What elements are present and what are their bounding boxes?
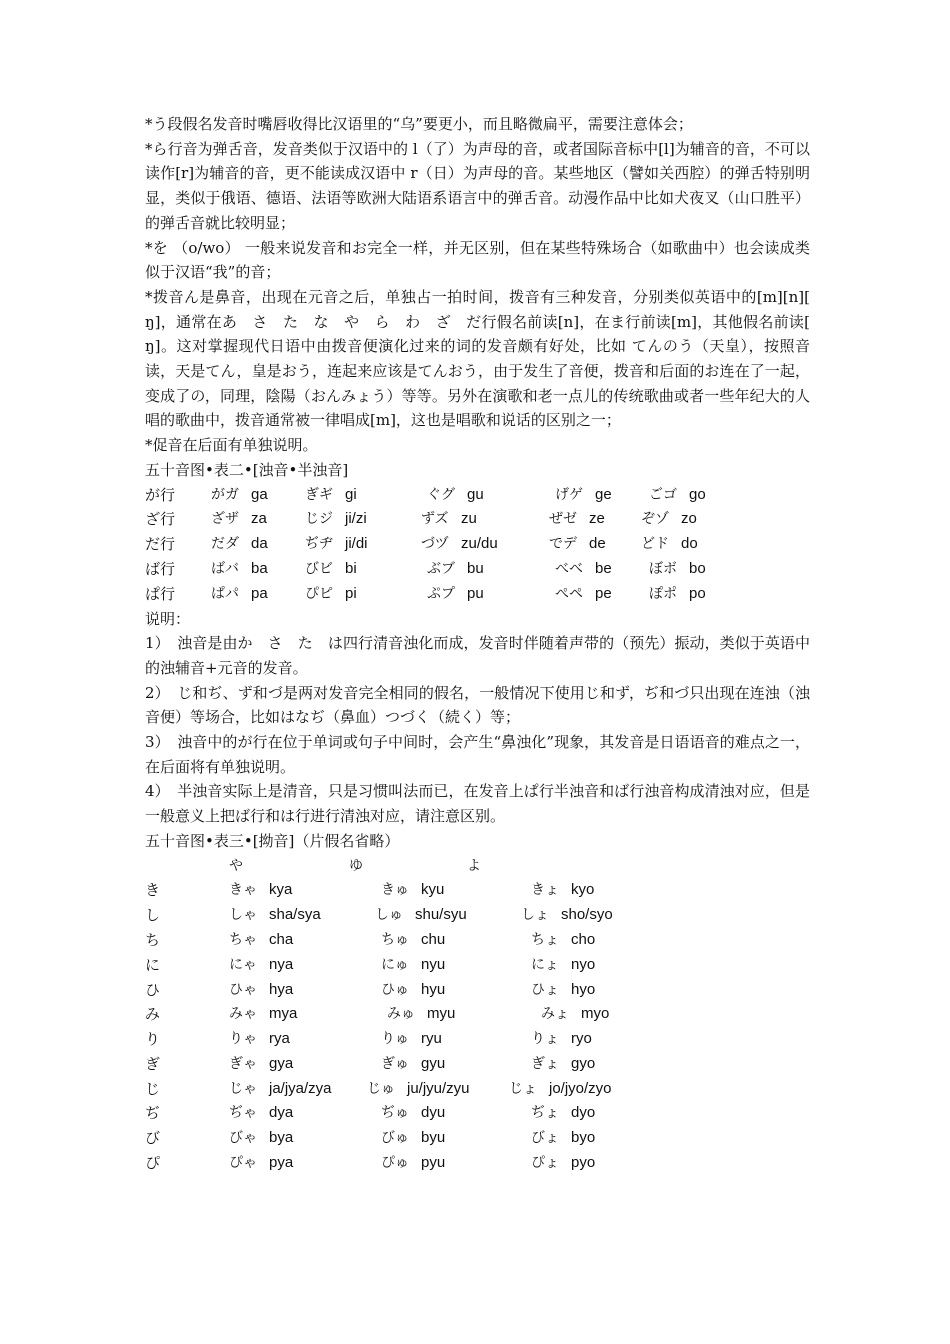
romaji-cell: nyu [421, 955, 446, 973]
note-hatsuon: *拨音ん是鼻音，出现在元音之后，单独占一拍时间，拨音有三种发音，分别类似英语中的[m][n][ ŋ]，通常在あ さ た な や ら わ ざ だ行假名前读[n]，在ま行前读[m]，其他假名前读[ ŋ]。这对掌握现代日语中由拨音便演化过来的词的发音颇有好处，比如 てんのう（天皇），按照音读，天是てん，皇是おう，连起来应该是てんおう，由于发生了音便，拨音和后面的お连在了一起，变成了の，同理，陰陽（おんみょう）等等。另外在演歌和老一点儿的传统歌曲或者一些年纪大的人唱的歌曲中，拨音通常被一律唱成[m]，这也是唱歌和说话的区别之一； [145, 287, 810, 430]
row-label: ぎ [145, 1054, 161, 1073]
romaji-cell: byo [571, 1129, 596, 1147]
row-label: し [145, 906, 161, 925]
kana-cell: しょ [521, 907, 549, 924]
kana-cell: ぴピ [305, 585, 333, 602]
romaji-cell: cho [571, 930, 596, 948]
table3 [145, 854, 810, 1176]
romaji-cell: dya [269, 1104, 294, 1122]
romaji-cell: dyo [571, 1104, 596, 1122]
kana-cell: だダ [211, 536, 239, 553]
kana-cell: ぢゅ [381, 1105, 409, 1122]
kana-cell: ぶブ [427, 560, 455, 577]
explanation-item-1: 1） 浊音是由か さ た は四行清音浊化而成，发音时伴随着声带的（预先）振动，类似于英语中的浊辅音+元音的发音。 [145, 634, 810, 677]
romaji-cell: myo [581, 1005, 610, 1023]
romaji-cell: ju/jyu/zyu [407, 1079, 470, 1097]
kana-cell: ちゅ [381, 931, 409, 948]
romaji-cell: ga [251, 485, 268, 503]
romaji-cell: sho/syo [561, 906, 613, 924]
romaji-cell: ze [589, 510, 605, 528]
romaji-cell: gu [467, 485, 484, 503]
romaji-cell: ja/jya/zya [269, 1079, 332, 1097]
row-label: み [145, 1005, 161, 1024]
romaji-cell: bi [345, 559, 357, 577]
kana-cell: にゃ [229, 956, 257, 973]
kana-cell: ひゃ [229, 981, 257, 998]
romaji-cell: byu [421, 1129, 446, 1147]
romaji-cell: do [681, 535, 698, 553]
row-label: き [145, 881, 161, 900]
kana-cell: ぎゃ [229, 1055, 257, 1072]
romaji-cell: ryu [421, 1030, 442, 1048]
kana-cell: じょ [509, 1080, 537, 1097]
romaji-cell: bo [689, 559, 706, 577]
kana-cell: にょ [531, 956, 559, 973]
table-row [145, 532, 810, 557]
kana-cell: ちょ [531, 931, 559, 948]
romaji-cell: myu [427, 1005, 456, 1023]
kana-cell: ざザ [211, 511, 239, 528]
table-row [145, 953, 810, 978]
romaji-cell: cha [269, 930, 294, 948]
table-row [145, 582, 810, 607]
row-label: ざ行 [145, 510, 176, 529]
note-sokuon: *促音在后面有单独说明。 [145, 436, 318, 455]
romaji-cell: kya [269, 881, 293, 899]
romaji-cell: pyo [571, 1154, 596, 1172]
row-label: に [145, 955, 161, 974]
kana-cell: ちゃ [229, 931, 257, 948]
romaji-cell: sha/sya [269, 906, 321, 924]
table-row [145, 903, 810, 928]
romaji-cell: pe [595, 584, 612, 602]
kana-cell: みゅ [387, 1006, 415, 1023]
kana-cell: づヅ [421, 536, 449, 553]
kana-cell: にゅ [381, 956, 409, 973]
romaji-cell: mya [269, 1005, 298, 1023]
romaji-cell: ji/di [345, 535, 368, 553]
kana-cell: ぽポ [649, 585, 677, 602]
kana-cell: ぢょ [531, 1105, 559, 1122]
romaji-cell: shu/syu [415, 906, 467, 924]
row-label: ち [145, 930, 161, 949]
row-label: じ [145, 1079, 161, 1098]
row-label: ぱ行 [145, 584, 176, 603]
kana-cell: ぢゃ [229, 1105, 257, 1122]
romaji-cell: zu/du [461, 535, 498, 553]
romaji-cell: pu [467, 584, 484, 602]
romaji-cell: kyu [421, 881, 445, 899]
kana-cell: ひゅ [381, 981, 409, 998]
kana-cell: きゃ [229, 882, 257, 899]
kana-cell: じゅ [367, 1080, 395, 1097]
note-ra-row: *ら行音为弹舌音，发音类似于汉语中的 l（了）为声母的音，或者国际音标中[l]为辅音的音，不可以读作[r]为辅音的音，更不能读成汉语中 r（日）为声母的音。某些地区（譬如关西腔）的弹舌特别明显，类似于俄语、德语、法语等欧洲大陆语系语言中的弹舌音。动漫作品中比如犬夜叉（山口胜平）的弹舌音就比较明显； [145, 139, 810, 232]
row-label: り [145, 1030, 161, 1049]
column-header: や [229, 857, 243, 874]
romaji-cell: bu [467, 559, 484, 577]
kana-cell: びゅ [381, 1130, 409, 1147]
romaji-cell: ji/zi [345, 510, 367, 528]
table-row [145, 1002, 810, 1027]
kana-cell: ぼボ [649, 560, 677, 577]
romaji-cell: pyu [421, 1154, 446, 1172]
kana-cell: みょ [541, 1006, 569, 1023]
kana-cell: どド [641, 536, 669, 553]
romaji-cell: bya [269, 1129, 294, 1147]
romaji-cell: ba [251, 559, 268, 577]
note-u-row: *う段假名发音时嘴唇收得比汉语里的“乌”要更小，而且略微扁平，需要注意体会； [145, 115, 693, 133]
romaji-cell: po [689, 584, 706, 602]
kana-cell: ぎゅ [381, 1055, 409, 1072]
romaji-cell: hyo [571, 980, 596, 998]
table2 [145, 483, 810, 607]
kana-cell: ぴゃ [229, 1155, 257, 1172]
romaji-cell: pi [345, 584, 357, 602]
kana-cell: ばバ [211, 560, 239, 577]
kana-cell: ぴょ [531, 1155, 559, 1172]
kana-cell: げゲ [555, 486, 583, 503]
romaji-cell: gi [345, 485, 357, 503]
romaji-cell: rya [269, 1030, 290, 1048]
row-label: ば行 [145, 559, 176, 578]
kana-cell: ぞゾ [641, 511, 669, 528]
romaji-cell: be [595, 559, 612, 577]
row-label: だ行 [145, 535, 176, 554]
romaji-cell: ge [595, 485, 612, 503]
romaji-cell: hyu [421, 980, 446, 998]
kana-cell: ぴゅ [381, 1155, 409, 1172]
romaji-cell: kyo [571, 881, 595, 899]
explanation-heading: 说明： [145, 609, 191, 628]
explanation-item-2: 2） じ和ぢ、ず和づ是两对发音完全相同的假名，一般情况下使用じ和ず，ぢ和づ只出现在连浊（浊音便）等场合，比如はなぢ（鼻血）つづく（続く）等； [145, 683, 810, 727]
kana-cell: ぜゼ [549, 511, 577, 528]
romaji-cell: hya [269, 980, 294, 998]
column-header: ゆ [349, 857, 363, 874]
kana-cell: びゃ [229, 1130, 257, 1147]
table-row [145, 1126, 810, 1151]
kana-cell: がガ [211, 486, 239, 503]
document-page [145, 112, 810, 1176]
table-row [145, 1077, 810, 1102]
row-label: び [145, 1129, 161, 1148]
romaji-cell: gyo [571, 1054, 596, 1072]
kana-cell: みゃ [229, 1006, 257, 1023]
kana-cell: でデ [549, 536, 577, 553]
romaji-cell: chu [421, 930, 446, 948]
kana-cell: ひょ [531, 981, 559, 998]
kana-cell: じゃ [229, 1080, 257, 1097]
table-row [145, 1052, 810, 1077]
kana-cell: りゅ [381, 1031, 409, 1048]
table-row [145, 557, 810, 582]
kana-cell: ごゴ [649, 486, 677, 503]
note-wo: *を （o/wo） 一般来说发音和お完全一样，并无区别，但在某些特殊场合（如歌曲中）也会读成类似于汉语“我”的音； [145, 238, 810, 282]
romaji-cell: pya [269, 1154, 294, 1172]
kana-cell: ぱパ [211, 585, 239, 602]
romaji-cell: go [689, 485, 706, 503]
kana-cell: ぷプ [427, 585, 455, 602]
table-row [145, 507, 810, 532]
romaji-cell: zu [461, 510, 477, 528]
romaji-cell: zo [681, 510, 697, 528]
kana-cell: しゅ [375, 907, 403, 924]
kana-cell: ぢヂ [305, 536, 333, 553]
romaji-cell: nyo [571, 955, 596, 973]
romaji-cell: de [589, 535, 606, 553]
kana-cell: びょ [531, 1130, 559, 1147]
kana-cell: しゃ [229, 907, 257, 924]
row-label: ぢ [145, 1104, 161, 1123]
romaji-cell: dyu [421, 1104, 446, 1122]
romaji-cell: pa [251, 584, 268, 602]
column-header: よ [467, 857, 481, 874]
romaji-cell: ryo [571, 1030, 592, 1048]
table-row [145, 1027, 810, 1052]
row-label: ぴ [145, 1154, 161, 1173]
table3-title: 五十音图•表三•[拗音]（片假名省略） [145, 831, 400, 850]
kana-cell: じジ [305, 511, 333, 528]
kana-cell: きょ [531, 882, 559, 899]
table2-title: 五十音图•表二•[浊音•半浊音] [145, 460, 349, 479]
table-row [145, 878, 810, 903]
kana-cell: ずズ [421, 511, 449, 528]
romaji-cell: gya [269, 1054, 294, 1072]
table-row [145, 483, 810, 508]
kana-cell: きゅ [381, 882, 409, 899]
romaji-cell: gyu [421, 1054, 446, 1072]
kana-cell: ぺペ [555, 585, 583, 602]
table-row [145, 928, 810, 953]
explanation-item-4: 4） 半浊音实际上是清音，只是习惯叫法而已，在发音上ぱ行半浊音和ば行浊音构成清浊对应，但是一般意义上把ば行和は行进行清浊对应，请注意区别。 [145, 782, 810, 826]
row-label: が行 [145, 485, 176, 504]
kana-cell: ぐグ [427, 486, 455, 503]
explanation-item-3: 3） 浊音中的が行在位于单词或句子中间时，会产生“鼻浊化”现象，其发音是日语语音的难点之一，在后面将有单独说明。 [145, 733, 810, 776]
romaji-cell: za [251, 510, 267, 528]
kana-cell: りょ [531, 1031, 559, 1048]
romaji-cell: nya [269, 955, 294, 973]
kana-cell: ぎギ [305, 486, 333, 503]
table-row [145, 1151, 810, 1176]
kana-cell: ぎょ [531, 1055, 559, 1072]
kana-cell: りゃ [229, 1031, 257, 1048]
row-label: ひ [145, 980, 161, 999]
table-row [145, 978, 810, 1003]
table-row [145, 1101, 810, 1126]
kana-cell: べベ [555, 560, 583, 577]
romaji-cell: da [251, 535, 268, 553]
romaji-cell: jo/jyo/zyo [549, 1079, 612, 1097]
kana-cell: びビ [305, 560, 333, 577]
table-header-row [145, 854, 810, 879]
